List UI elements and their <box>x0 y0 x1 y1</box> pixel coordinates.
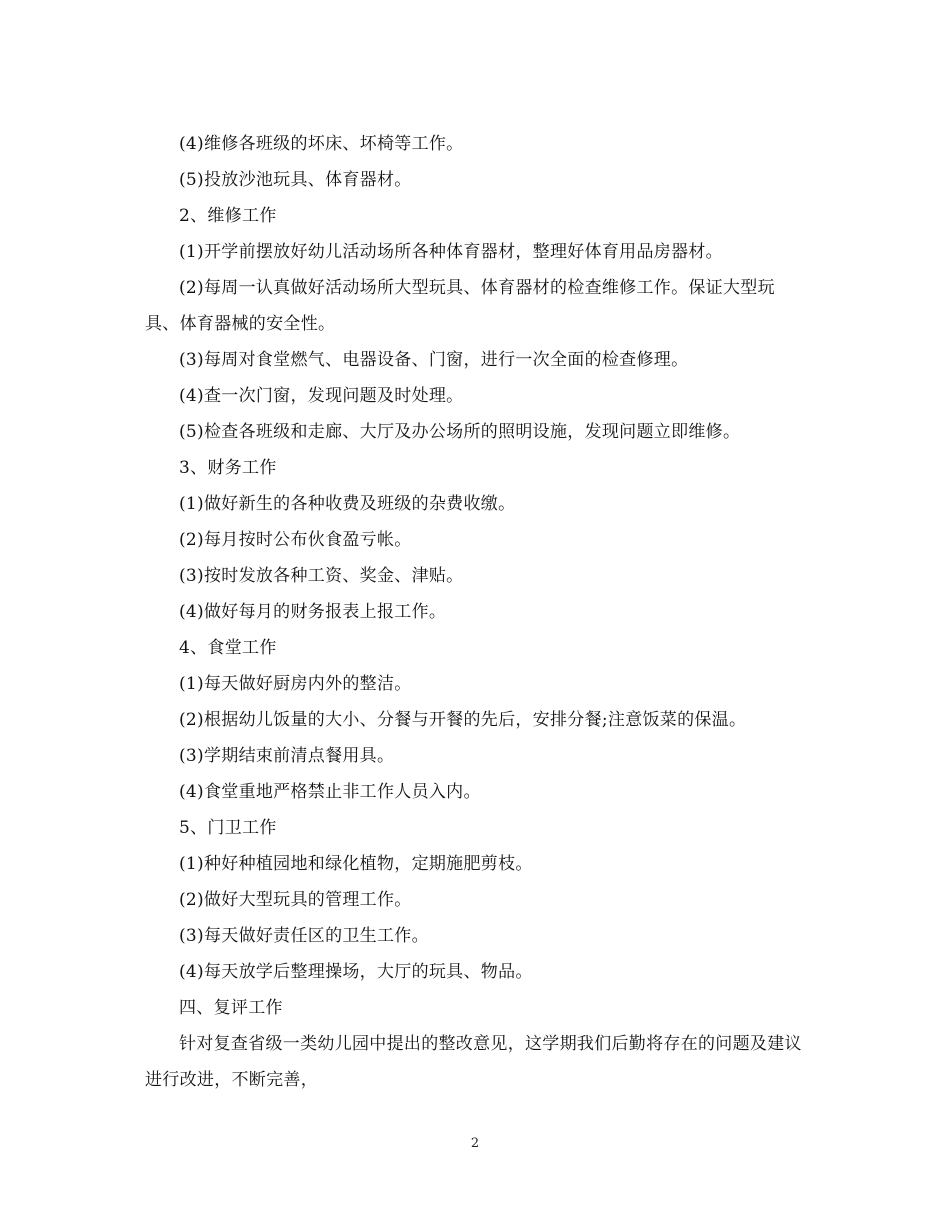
list-item: (4)维修各班级的坏床、坏椅等工作。 <box>179 134 464 154</box>
list-item: (4)每天放学后整理操场，大厅的玩具、物品。 <box>179 962 533 982</box>
list-item: (3)按时发放各种工资、奖金、津贴。 <box>179 566 464 586</box>
list-item: (2)每周一认真做好活动场所大型玩具、体育器材的检查维修工作。保证大型玩具、体育器械的安全性。 <box>145 278 775 334</box>
list-item: (5)检查各班级和走廊、大厅及办公场所的照明设施，发现问题立即维修。 <box>179 422 741 442</box>
document-body <box>145 126 805 1098</box>
list-item: (1)每天做好厨房内外的整洁。 <box>179 674 412 694</box>
list-item: (4)做好每月的财务报表上报工作。 <box>179 602 447 622</box>
section-heading: 2、维修工作 <box>179 206 277 226</box>
list-item: (3)每周对食堂燃气、电器设备、门窗，进行一次全面的检查修理。 <box>179 350 689 370</box>
list-item: (2)每月按时公布伙食盈亏帐。 <box>179 530 412 550</box>
section-heading: 3、财务工作 <box>179 458 277 478</box>
list-item: (3)学期结束前清点餐用具。 <box>179 746 395 766</box>
list-item: (4)食堂重地严格禁止非工作人员入内。 <box>179 782 481 802</box>
list-item: (3)每天做好责任区的卫生工作。 <box>179 926 429 946</box>
list-item: (4)查一次门窗，发现问题及时处理。 <box>179 386 464 406</box>
section-heading: 4、食堂工作 <box>179 638 277 658</box>
list-item: (1)开学前摆放好幼儿活动场所各种体育器材，整理好体育用品房器材。 <box>179 242 723 262</box>
body-paragraph: 针对复查省级一类幼儿园中提出的整改意见，这学期我们后勤将存在的问题及建议进行改进，不断完善， <box>145 1034 802 1090</box>
section-heading: 5、门卫工作 <box>179 818 277 838</box>
section-heading: 四、复评工作 <box>179 998 283 1018</box>
list-item: (2)根据幼儿饭量的大小、分餐与开餐的先后，安排分餐;注意饭菜的保温。 <box>179 710 747 730</box>
list-item: (5)投放沙池玩具、体育器材。 <box>179 170 412 190</box>
list-item: (1)种好种植园地和绿化植物，定期施肥剪枝。 <box>179 854 533 874</box>
list-item: (2)做好大型玩具的管理工作。 <box>179 890 412 910</box>
page-number: 2 <box>470 1136 480 1151</box>
list-item: (1)做好新生的各种收费及班级的杂费收缴。 <box>179 494 516 514</box>
